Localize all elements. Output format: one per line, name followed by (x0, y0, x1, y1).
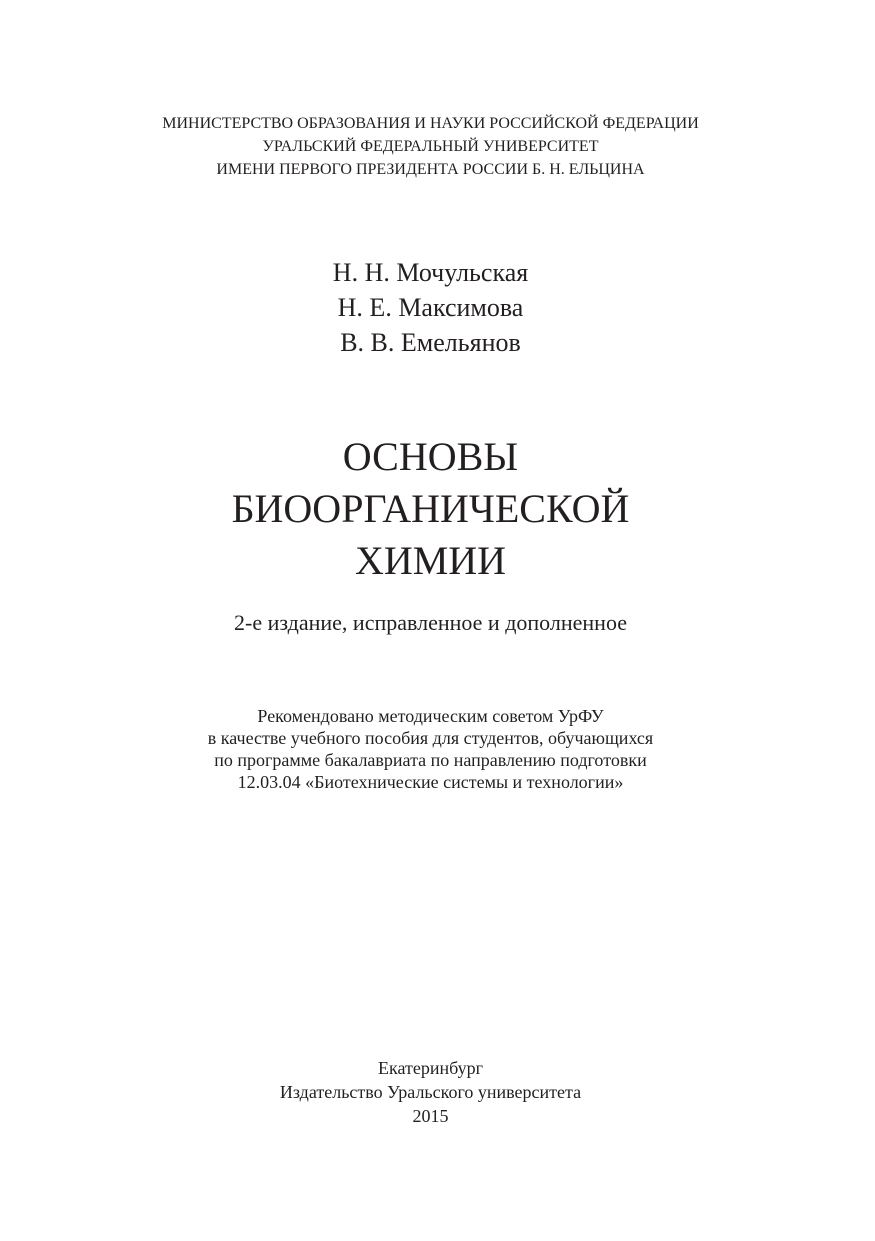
title-line: ХИМИИ (354, 538, 507, 583)
author-name: Н. Н. Мочульская (332, 258, 529, 287)
university-line: УРАЛЬСКИЙ ФЕДЕРАЛЬНЫЙ УНИВЕРСИТЕТ (262, 138, 599, 155)
recommendation-block (0, 705, 861, 793)
recommendation-line: в качестве учебного пособия для студентов, обучающихся (207, 728, 654, 748)
author-name: В. В. Емельянов (340, 328, 521, 357)
edition-note: 2-е издание, исправленное и дополненное (234, 610, 627, 635)
recommendation-line: Рекомендовано методическим советом УрФУ (257, 706, 604, 726)
imprint-city: Екатеринбург (378, 1058, 483, 1078)
authors-block (0, 255, 861, 360)
recommendation-line: 12.03.04 «Биотехнические системы и технологии» (237, 772, 624, 792)
book-title (0, 431, 861, 587)
institution-header (0, 112, 861, 181)
imprint-year: 2015 (412, 1106, 449, 1126)
imprint-block (0, 1056, 861, 1128)
title-line: БИООРГАНИЧЕСКОЙ (231, 486, 630, 531)
imprint-publisher: Издательство Уральского университета (279, 1082, 582, 1102)
author-name: Н. Е. Максимова (337, 293, 524, 322)
ministry-line: МИНИСТЕРСТВО ОБРАЗОВАНИЯ И НАУКИ РОССИЙСКОЙ ФЕДЕРАЦИИ (162, 115, 699, 132)
recommendation-line: по программе бакалавриата по направлению подготовки (214, 750, 647, 770)
title-line: ОСНОВЫ (342, 434, 519, 479)
university-name-line: ИМЕНИ ПЕРВОГО ПРЕЗИДЕНТА РОССИИ Б. Н. ЕЛЬЦИНА (216, 161, 645, 178)
